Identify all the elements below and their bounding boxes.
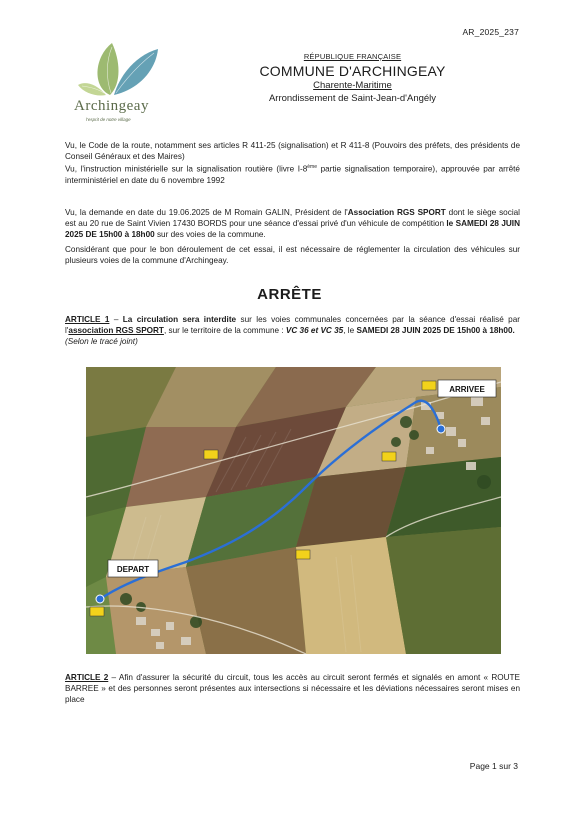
map-label-arrivee: ARRIVEE: [449, 385, 485, 394]
document-reference: AR_2025_237: [462, 27, 519, 37]
page-number: Page 1 sur 3: [469, 761, 518, 771]
republic-label: RÉPUBLIQUE FRANÇAISE: [303, 52, 402, 61]
logo-name: Archingeay: [74, 98, 149, 114]
decree-title: ARRÊTE: [257, 286, 322, 303]
article-2: ARTICLE 2 – Afin d'assurer la sécurité du circuit, tous les accès au circuit seront fermés et signalés en amont « ROUTE BARREE » et des personnes seront présentes aux intersections si nécessaire et les déviations nécessaires seront mises en place: [65, 673, 520, 704]
logo-tagline: l'esprit de notre village: [86, 117, 131, 122]
document-header: [240, 52, 465, 104]
route-map-image: [86, 367, 501, 654]
road-closed-sign-icon: [204, 450, 218, 459]
article-1-note: (Selon le tracé joint): [65, 337, 138, 346]
article-2-label: ARTICLE 2: [65, 673, 109, 682]
map-label-depart: DEPART: [116, 565, 150, 574]
start-marker-icon: [96, 595, 104, 603]
route-map: [86, 367, 501, 654]
vu-block-2: [65, 207, 520, 266]
article-1-label: ARTICLE 1: [65, 315, 110, 324]
road-closed-sign-icon: [382, 452, 396, 461]
considerant: Considérant que pour le bon déroulement de cet essai, il est nécessaire de réglementer la circulation des véhicules sur plusieurs voies de la commune d'Archingeay.: [65, 245, 520, 265]
end-marker-icon: [437, 425, 445, 433]
commune-logo: [70, 35, 190, 130]
vu-block-1: [65, 140, 520, 186]
department-name: Charente-Maritime: [313, 80, 392, 91]
vu-demande: Vu, la demande en date du 19.06.2025 de M Romain GALIN, Président de l'Association RGS SPORT dont le siège social est au 20 rue de Saint Vivien 17430 BORDS pour une séance d'essai privé d'un véhicule de compétition le SAMEDI 28 JUIN 2025 DE 15h00 à 18h00 sur des voies de la commune.: [65, 208, 521, 239]
arrondissement-name: Arrondissement de Saint-Jean-d'Angély: [268, 93, 437, 104]
vu-code-route: Vu, le Code de la route, notamment ses articles R 411-25 (signalisation) et R 411-8 (Pouvoirs des préfets, des présidents de Conseil Généraux et des Maires): [65, 141, 520, 161]
commune-name: COMMUNE D'ARCHINGEAY: [259, 63, 446, 79]
road-closed-sign-icon: [422, 381, 436, 390]
vu-instruction: Vu, l'instruction ministérielle sur la signalisation routière (livre I-8ème partie signalisation temporaire), approuvée par arrêté interministériel en date du 6 novembre 1992: [65, 164, 520, 185]
road-closed-sign-icon: [296, 550, 310, 559]
road-closed-sign-icon: [90, 607, 104, 616]
article-1: ARTICLE 1 – La circulation sera interdite sur les voies communales concernées par la séance d'essai réalisé par l'association RGS SPORT, sur le territoire de la commune : VC 36 et VC 35, le SAMEDI 28 JUIN 2025 DE 15h00 à 18h00. (Selon le tracé joint): [65, 315, 520, 346]
